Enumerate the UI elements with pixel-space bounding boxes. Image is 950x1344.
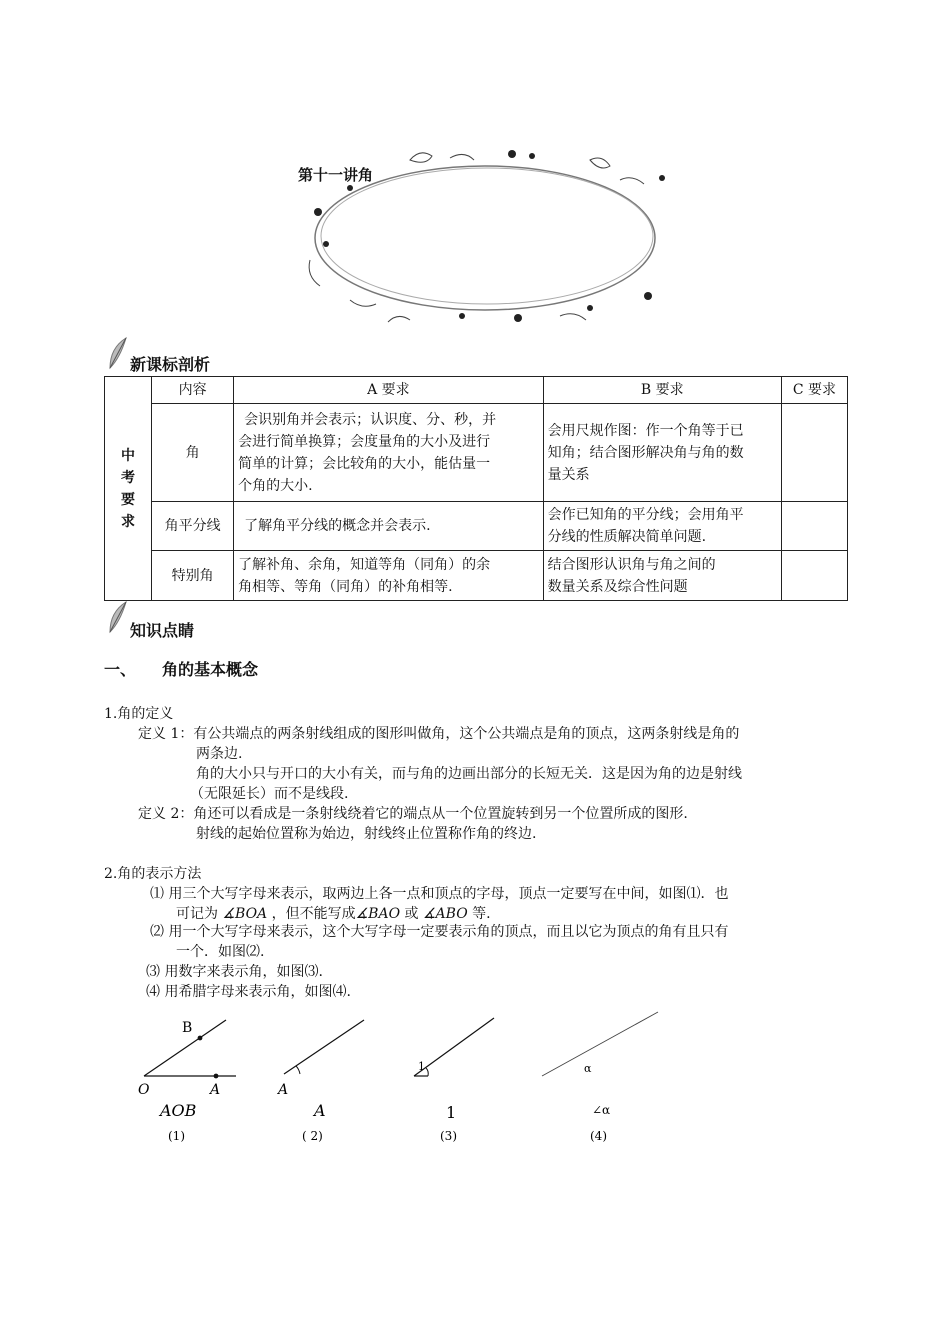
- figure-4-name: ∠α: [592, 1103, 611, 1117]
- label-b: B: [182, 1020, 193, 1036]
- def1-line3: 角的大小只与开口的大小有关，而与角的边画出部分的长短无关．这是因为角的边是射线: [196, 766, 742, 782]
- requirements-table: [104, 376, 848, 601]
- def2-line2: 射线的起始位置称为始边，射线终止位置称作角的终边.: [196, 826, 537, 842]
- figure-2-name: A: [314, 1101, 326, 1120]
- rep-m1-line1: ⑴ 用三个大写字母来表示，取两边上各一点和顶点的字母，顶点一定要写在中间，如图⑴．也: [150, 886, 729, 902]
- figure-3: [414, 1018, 494, 1143]
- header-b: B 要求: [543, 377, 781, 404]
- rep-m4: ⑷ 用希腊字母来表示角，如图⑷.: [146, 984, 351, 1000]
- figure-3-caption: (3): [440, 1129, 457, 1143]
- rep-m2-line2: 一个．如图⑵.: [176, 944, 265, 960]
- header-content: 内容: [152, 377, 234, 404]
- label-a: A: [210, 1082, 221, 1098]
- feather-icon: [106, 336, 130, 370]
- figure-4-caption: (4): [590, 1129, 607, 1143]
- header-c: C 要求: [781, 377, 847, 404]
- figure-1: [138, 1020, 236, 1143]
- figure-2-caption: ( 2): [302, 1129, 323, 1143]
- feather-icon: [106, 600, 130, 634]
- page-title: 第十一讲角: [298, 166, 374, 184]
- side-label: 中 考 要 求: [105, 377, 152, 601]
- section-curriculum: 新课标剖析: [130, 355, 211, 374]
- heading-basic-concept: 一、 角的基本概念: [104, 660, 259, 679]
- figure-2: [276, 1020, 364, 1143]
- label-a: A: [278, 1082, 289, 1098]
- rep-label: 2.角的表示方法: [104, 866, 202, 882]
- table-row: 特别角 了解补角、余角，知道等角（同角）的余 角相等、等角（同角）的补角相等. 结合图形认识角与角之间的 数量关系及综合性问题: [105, 551, 848, 601]
- label-o: O: [138, 1082, 150, 1098]
- label-alpha: α: [584, 1062, 592, 1075]
- angle-figures: [130, 1010, 690, 1150]
- figure-4: [542, 1012, 658, 1143]
- def1-line2: 两条边.: [196, 746, 243, 762]
- label-1: 1: [418, 1060, 425, 1073]
- figure-3-name: 1: [446, 1103, 457, 1122]
- rep-m2-line1: ⑵ 用一个大写字母来表示，这个大写字母一定要表示角的顶点，而且以它为顶点的角有且只有: [150, 924, 729, 940]
- section-knowledge: 知识点睛: [130, 621, 195, 640]
- figure-1-caption: (1): [168, 1129, 185, 1143]
- rep-m1-line2: 可记为 ∡BOA ，但不能写成∡BAO 或 ∡ABO 等.: [176, 906, 491, 922]
- table-row: 角 会识别角并会表示；认识度、分、秒，并 会进行简单换算；会度量角的大小及进行 简单的计算；会比较角的大小，能估量一 个角的大小. 会用尺规作图：作一个角等于已 知角；结合图形解决角与角的数 量关系: [105, 404, 848, 502]
- def2-line1: 定义 2：角还可以看成是一条射线绕着它的端点从一个位置旋转到另一个位置所成的图形.: [138, 806, 688, 822]
- header-a: A 要求: [234, 377, 543, 404]
- def1-line1: 定义 1：有公共端点的两条射线组成的图形叫做角，这个公共端点是角的顶点，这两条射线是角的: [138, 726, 740, 742]
- table-row: 角平分线 了解角平分线的概念并会表示. 会作已知角的平分线；会用角平 分线的性质解决简单问题.: [105, 502, 848, 551]
- def1-line4: （无限延长）而不是线段.: [190, 786, 349, 802]
- def-label: 1.角的定义: [104, 706, 174, 722]
- figure-1-name: AOB: [160, 1101, 197, 1120]
- rep-m3: ⑶ 用数字来表示角，如图⑶.: [146, 964, 323, 980]
